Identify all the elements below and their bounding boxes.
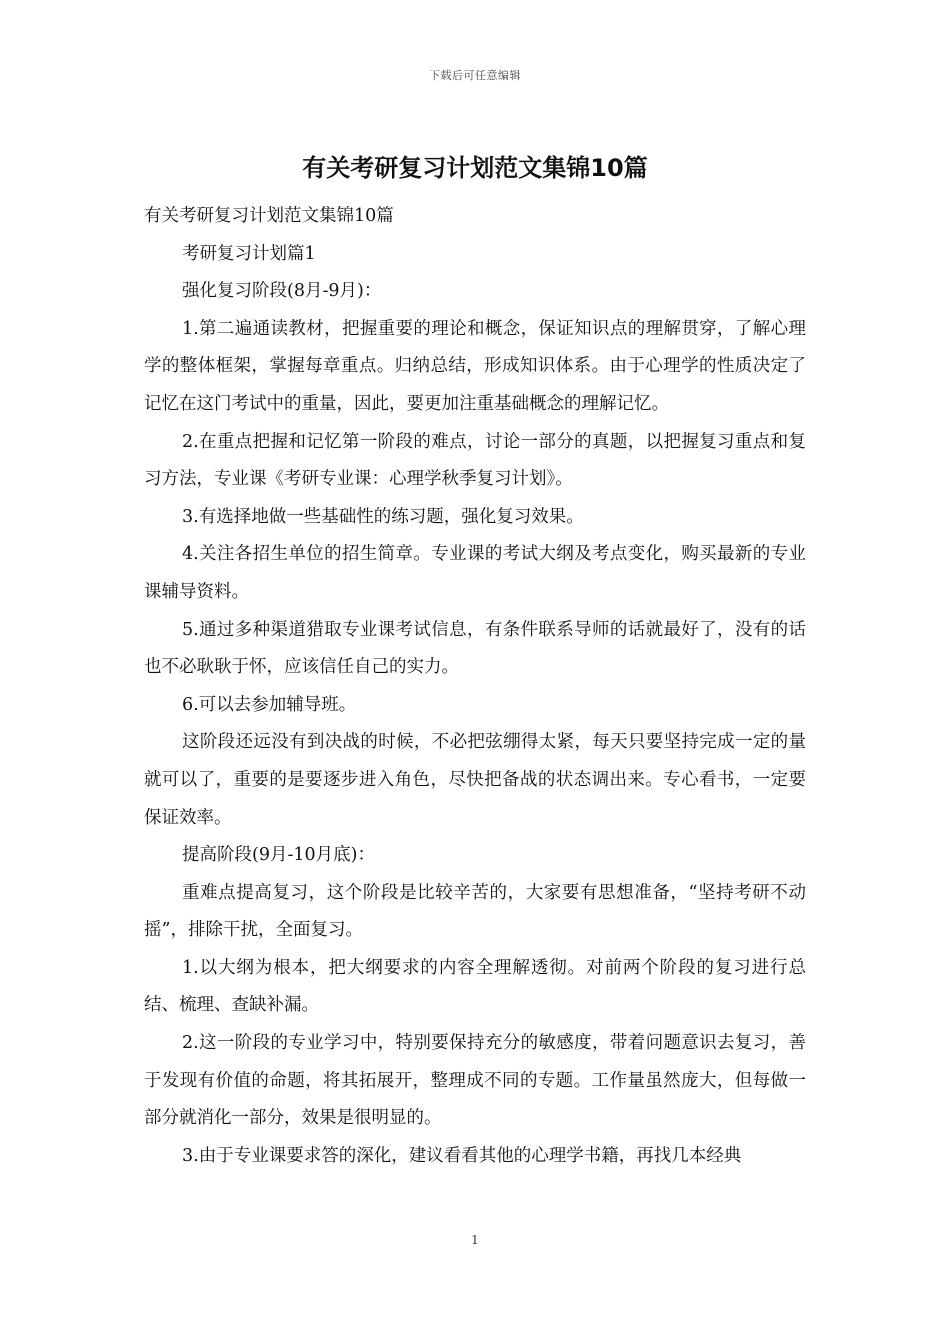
body-paragraph: 1.第二遍通读教材，把握重要的理论和概念，保证知识点的理解贯穿，了解心理学的整体框架，掌握每章重点。归纳总结，形成知识体系。由于心理学的性质决定了记忆在这门考试中的重量，因此，要更加注重基础概念的理解记忆。: [144, 318, 806, 414]
document-title: 有关考研复习计划范文集锦10篇: [302, 154, 648, 182]
document-body: [144, 198, 806, 1175]
body-paragraph: 3.由于专业课要求答的深化，建议看看其他的心理学书籍，再找几本经典: [182, 1145, 742, 1166]
body-paragraph: 6.可以去参加辅导班。: [182, 694, 357, 715]
page-header: 下载后可任意编辑: [429, 69, 521, 82]
section-heading: 考研复习计划篇1: [182, 243, 316, 264]
stage-heading: 提高阶段(9月-10月底)：: [182, 845, 375, 866]
body-paragraph: 这阶段还远没有到决战的时候，不必把弦绷得太紧，每天只要坚持完成一定的量就可以了，重要的是要逐步进入角色，尽快把备战的状态调出来。专心看书，一定要保证效率。: [144, 732, 806, 828]
stage-heading: 强化复习阶段(8月-9月)：: [182, 281, 382, 302]
body-paragraph: 2.在重点把握和记忆第一阶段的难点，讨论一部分的真题，以把握复习重点和复习方法，专业课《考研专业课：心理学秋季复习计划》。: [144, 431, 806, 490]
page-number: 1: [471, 1233, 479, 1247]
body-paragraph: 1.以大纲为根本，把大纲要求的内容全理解透彻。对前两个阶段的复习进行总结、梳理、查缺补漏。: [144, 957, 806, 1016]
body-paragraph: 4.关注各招生单位的招生简章。专业课的考试大纲及考点变化，购买最新的专业课辅导资料。: [144, 544, 806, 602]
document-subtitle: 有关考研复习计划范文集锦10篇: [144, 206, 394, 226]
body-paragraph: 2.这一阶段的专业学习中，特别要保持充分的敏感度，带着问题意识去复习，善于发现有价值的命题，将其拓展开，整理成不同的专题。工作量虽然庞大，但每做一部分就消化一部分，效果是很明显的。: [144, 1033, 806, 1129]
body-paragraph: 3.有选择地做一些基础性的练习题，强化复习效果。: [182, 506, 584, 527]
body-paragraph: 重难点提高复习，这个阶段是比较辛苦的，大家要有思想准备，“坚持考研不动摇”，排除干扰，全面复习。: [144, 882, 806, 941]
body-paragraph: 5.通过多种渠道猎取专业课考试信息，有条件联系导师的话就最好了，没有的话也不必耿耿于怀，应该信任自己的实力。: [144, 619, 806, 678]
